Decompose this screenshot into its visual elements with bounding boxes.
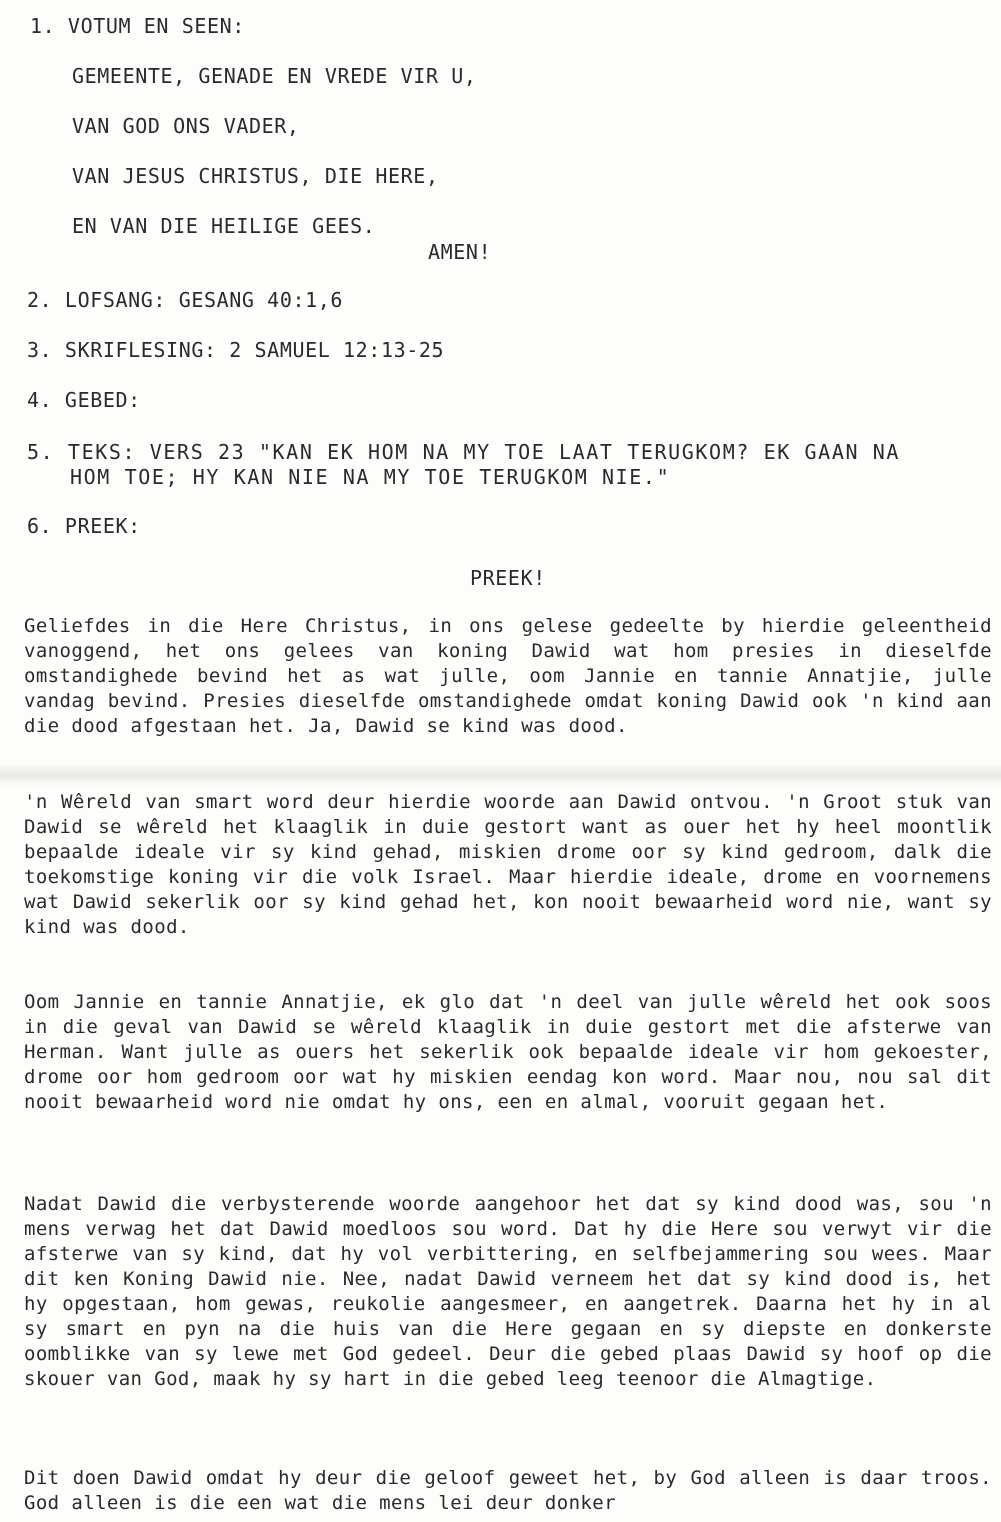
sermon-paragraph-2: 'n Wêreld van smart word deur hierdie woorde aan Dawid ontvou. 'n Groot stuk van Dawid se wêreld het klaaglik in duie gestort want as ouer het hy heel moontlik bepaalde ideale vir sy kind gehad, miskien drome oor sy kind gedroom, dalk die toekomstige koning vir die volk Israel. Maar hierdie ideale, drome en voornemens wat Dawid sekerlik oor sy kind gehad het, kon nooit bewaarheid word nie, want sy kind was dood.	[24, 791, 992, 938]
liturgy-item-6: 6. PREEK:	[27, 514, 141, 538]
greeting-line-4: EN VAN DIE HEILIGE GEES.	[72, 214, 376, 238]
sermon-paragraph-5: Dit doen Dawid omdat hy deur die geloof geweet het, by God alleen is daar troos. God alleen is die een wat die mens lei deur donker	[24, 1467, 992, 1514]
liturgy-item-4: 4. GEBED:	[27, 388, 141, 412]
scan-streak	[0, 764, 1001, 786]
liturgy-item-5-line-2: HOM TOE; HY KAN NIE NA MY TOE TERUGKOM NIE."	[70, 465, 671, 489]
amen-text: AMEN!	[428, 240, 492, 264]
sermon-paragraph-4: Nadat Dawid die verbysterende woorde aangehoor het dat sy kind dood was, sou 'n mens verwag het dat Dawid moedloos sou word. Dat hy die Here sou verwyt vir die afsterwe van sy kind, dat hy vol verbittering, en selfbejammering sou wees. Maar dit ken Koning Dawid nie. Nee, nadat Dawid verneem het dat sy kind dood is, het hy opgestaan, hom gewas, reukolie aangesmeer, en aangetrek. Daarna het hy in al sy smart en pyn na die huis van die Here gegaan en sy diepste en donkerste oomblikke van sy lewe met God gedeel. Deur die gebed plaas Dawid sy hoof op die skouer van God, maak hy sy hart in die gebed leeg teenoor die Almagtige.	[24, 1193, 992, 1390]
greeting-line-2: VAN GOD ONS VADER,	[72, 114, 300, 138]
sermon-title: PREEK!	[470, 566, 546, 590]
greeting-line-1: GEMEENTE, GENADE EN VREDE VIR U,	[72, 64, 477, 88]
sermon-paragraph-3: Oom Jannie en tannie Annatjie, ek glo dat 'n deel van julle wêreld het ook soos in die geval van Dawid se wêreld klaaglik in duie gestort met die afsterwe van Herman. Want julle as ouers het sekerlik ook bepaalde ideale vir hom gekoester, drome oor hom gedroom oor wat hy miskien eendag kon word. Maar nou, nou sal dit nooit bewaarheid word nie omdat hy ons, een en almal, vooruit gegaan het.	[24, 991, 992, 1113]
liturgy-item-2: 2. LOFSANG: GESANG 40:1,6	[27, 288, 344, 312]
liturgy-item-3: 3. SKRIFLESING: 2 SAMUEL 12:13-25	[27, 338, 445, 362]
sermon-paragraph-1: Geliefdes in die Here Christus, in ons gelese gedeelte by hierdie geleentheid vanoggend, het ons gelees van koning Dawid wat hom presies in dieselfde omstandighede bevind het as wat julle, oom Jannie en tannie Annatjie, julle vandag bevind. Presies dieselfde omstandighede omdat koning Dawid ook 'n kind aan die dood afgestaan het. Ja, Dawid se kind was dood.	[24, 615, 992, 737]
greeting-line-3: VAN JESUS CHRISTUS, DIE HERE,	[72, 164, 439, 188]
liturgy-item-5-line-1: 5. TEKS: VERS 23 "KAN EK HOM NA MY TOE LAAT TERUGKOM? EK GAAN NA	[27, 440, 901, 464]
liturgy-item-1-heading: 1. VOTUM EN SEEN:	[30, 14, 245, 38]
